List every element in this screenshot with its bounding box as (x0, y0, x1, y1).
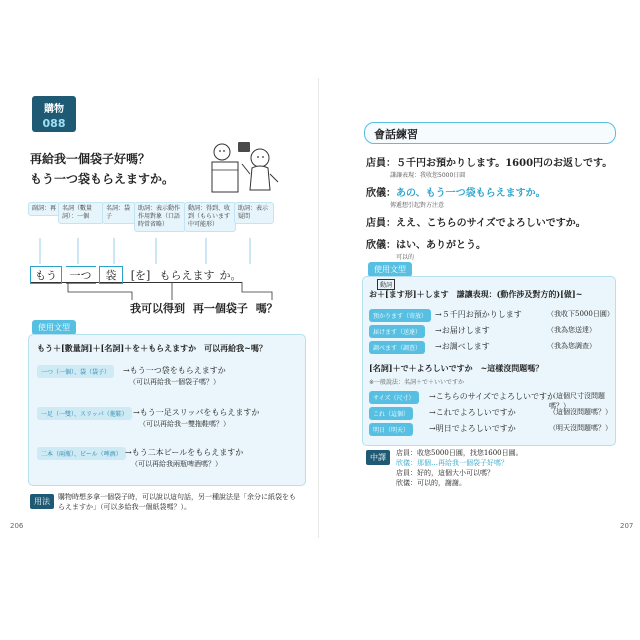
pattern2-chinese: （這個沒問題嗎？） (549, 408, 612, 416)
pattern2-chinese: （明天沒問題嗎？） (549, 424, 612, 432)
translation-part: 我可以得到 (130, 302, 185, 315)
pattern1-pill: 調べます（調查） (369, 341, 425, 354)
pattern2-japanese: →こちらのサイズでよろしいですか (429, 392, 556, 401)
pattern-box (28, 334, 306, 486)
page-number: 207 (620, 522, 634, 530)
grammar-label: 助詞：表示動作作用對象（口語時常省略） (134, 202, 186, 232)
translation-lines (396, 448, 523, 488)
translation-arrows (22, 282, 322, 302)
dialogue-text: ええ、こちらのサイズでよろしいですか。 (396, 218, 586, 229)
example-pill: 一つ（一個）、袋（袋子） (37, 365, 114, 378)
translation-part: 再一個袋子 (192, 302, 248, 315)
pattern2-formula: [名詞]＋で＋よろしいですか ~這樣沒問題嗎？ (369, 363, 544, 373)
sentence-breakdown (30, 266, 242, 283)
badge-title: 購物 (44, 104, 64, 115)
pattern1-top-label: 動詞 (377, 279, 395, 290)
pattern-box (362, 276, 616, 446)
dialogue-text: あの、もう一つ袋もらえますか。 (396, 188, 546, 199)
pattern1-pill: 届けます（送達） (369, 325, 425, 338)
translation-label: 中譯 (366, 450, 390, 465)
grammar-label: 動詞：得到、收到（もらいます中可能形） (184, 202, 236, 232)
example-japanese: →もう一つ袋をもらえますか (123, 366, 226, 375)
pattern-label: 使用文型 (32, 320, 76, 335)
dialogue-line (366, 214, 586, 229)
speaker: 店員： (366, 158, 396, 169)
page-number: 206 (10, 522, 24, 530)
dialogue-note: 可以的 (396, 254, 415, 261)
grammar-label: 副詞：再 (28, 202, 60, 216)
breakdown-word: 一つ (66, 266, 96, 284)
section-title: 會話練習 (374, 128, 418, 141)
question-chinese: 再給我一個袋子好嗎？ (30, 152, 151, 166)
pattern2-pill: サイズ（尺寸） (369, 391, 419, 404)
translation-line: 店員：收您5000日圓，找您1600日圓。 (396, 449, 523, 457)
shopping-illustration (208, 138, 288, 198)
translation-line (130, 300, 278, 316)
pattern1-formula: お＋[ます形]＋します 謙讓表現：(動作涉及對方的)[做]~ (369, 289, 583, 299)
pattern2-chinese: （這個尺寸沒問題嗎？） (549, 392, 605, 410)
speaker: 店員： (366, 218, 396, 229)
dialogue-text: はい、ありがとう。 (396, 240, 486, 251)
pattern1-chinese: （我收下5000日圓） (547, 310, 614, 318)
pattern1-chinese: （我為您送達） (547, 326, 596, 334)
example-japanese: →もう二本ビールをもらえますか (125, 448, 244, 457)
grammar-label: 名詞（數量詞）：一個 (58, 202, 104, 224)
translation-line: 欣儀：可以的，謝謝。 (396, 479, 466, 487)
breakdown-word: もらえます (159, 269, 215, 282)
usage-text: 購物時想多拿一個袋子時，可以說以這句話，另一種說法是「余分に紙袋をもらえますか」（可以多給我一個紙袋嗎？）。 (58, 493, 296, 511)
breakdown-word: か。 (219, 269, 242, 282)
usage-label: 用法 (30, 494, 54, 509)
example-pill: 一足（一雙）、スリッパ（拖鞋） (37, 407, 132, 420)
dialogue-line (366, 184, 546, 199)
example-chinese: （可以再給我兩瓶啤酒嗎？） (131, 460, 222, 468)
speaker: 欣儀： (366, 188, 396, 199)
translation-line: 店員：好的，這個大小可以嗎？ (396, 469, 494, 477)
example-japanese: →もう一足スリッパをもらえますか (133, 408, 260, 417)
pattern2-japanese: →これでよろしいですか (429, 408, 516, 417)
pattern-label: 使用文型 (368, 262, 412, 277)
pattern1-chinese: （我為您調查） (547, 342, 596, 350)
example-chinese: （可以再給我一個袋子嗎？） (129, 378, 220, 386)
pattern1-japanese: →お届けします (435, 326, 490, 335)
pattern2-pill: これ（這個） (369, 407, 413, 420)
breakdown-word: 袋 (99, 266, 123, 284)
pattern-formula: もう＋[數量詞]＋[名詞]＋を＋もらえますか 可以再給我~嗎？ (37, 343, 267, 353)
dialogue-note: 謙讓表現：我收您5000日圓 (390, 172, 466, 179)
dialogue-note: 傳遞想引起對方注意 (390, 202, 445, 209)
example-chinese: （可以再給我一雙拖鞋嗎？） (139, 420, 230, 428)
badge-number: 088 (42, 117, 66, 130)
left-page (10, 78, 322, 538)
pattern1-pill: 預かります（寄放） (369, 309, 431, 322)
grammar-label: 名詞：袋子 (102, 202, 136, 224)
example-pill: 二本（兩瓶）、ビール（啤酒） (37, 447, 126, 460)
breakdown-word: もう (30, 266, 62, 284)
pattern1-japanese: →５千円お預かりします (435, 310, 522, 319)
pattern2-pill: 明日（明天） (369, 423, 413, 436)
speaker: 欣儀： (366, 240, 396, 251)
right-page (326, 78, 634, 538)
pattern2-note: ※一般說法：名詞＋で＋いいですか (369, 379, 465, 386)
breakdown-word: [を] (130, 269, 151, 282)
grammar-label: 助詞：表示疑問 (234, 202, 274, 224)
pattern1-japanese: →お調べします (435, 342, 490, 351)
pattern2-japanese: →明日でよろしいですか (429, 424, 516, 433)
translation-part: 嗎？ (255, 302, 278, 315)
question-japanese: もう一つ袋もらえますか。 (30, 172, 175, 186)
dialogue-line (366, 236, 486, 251)
translation-line: 欣儀：那個…再給我一個袋子好嗎？ (396, 459, 508, 467)
dialogue-line (366, 154, 612, 169)
lesson-badge (32, 96, 76, 132)
dialogue-text: ５千円お預かりします。1600円のお返しです。 (396, 158, 613, 169)
connector-lines (22, 238, 322, 266)
